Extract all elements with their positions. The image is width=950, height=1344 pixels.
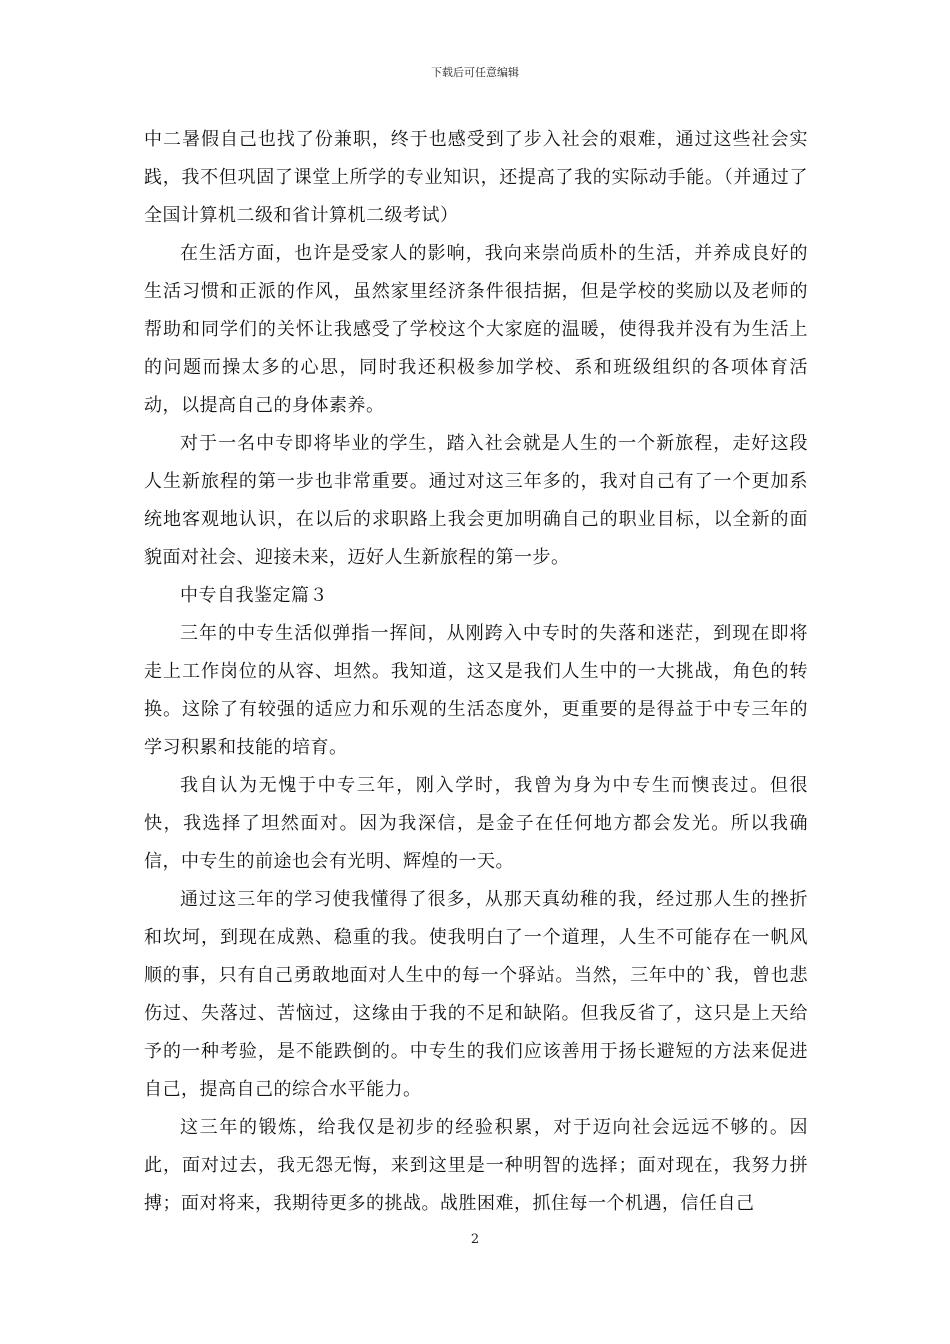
paragraph-life: 在生活方面，也许是受家人的影响，我向来崇尚质朴的生活，并养成良好的生活习惯和正派的作风，虽然家里经济条件很拮据，但是学校的奖励以及老师的帮助和同学们的关怀让我感受了学校这个大家庭的温暖，使得我并没有为生活上的问题而操太多的心思，同时我还积极参加学校、系和班级组织的各项体育活动，以提高自己的身体素养。 [144,243,808,416]
paragraph-future: 这三年的锻炼，给我仅是初步的经验积累，对于迈向社会远远不够的。因此，面对过去，我无怨无悔，来到这里是一种明智的选择；面对现在，我努力拼搏；面对将来，我期待更多的挑战。战胜困难，抓住每一个机遇，信任自己 [144,1117,808,1214]
paragraph-confidence: 我自认为无愧于中专三年，刚入学时，我曾为身为中专生而懊丧过。但很快，我选择了坦然面对。因为我深信，是金子在任何地方都会发光。所以我确信，中专生的前途也会有光明、辉煌的一天。 [144,775,808,872]
paragraph-graduation: 对于一名中专即将毕业的学生，踏入社会就是人生的一个新旅程，走好这段人生新旅程的第一步也非常重要。通过对这三年多的，我对自己有了一个更加系统地客观地认识，在以后的求职路上我会更加明确自己的职业目标，以全新的面貌面对社会、迎接未来，迈好人生新旅程的第一步。 [144,433,808,568]
section-heading: 中专自我鉴定篇３ [180,585,328,606]
page-header: 下载后可任意编辑 [431,66,519,79]
paragraph-continued: 中二暑假自己也找了份兼职，终于也感受到了步入社会的艰难，通过这些社会实践，我不但巩固了课堂上所学的专业知识，还提高了我的实际动手能。（并通过了全国计算机二级和省计算机二级考试） [144,129,808,226]
document-body [144,121,808,1223]
page-number: 2 [470,1232,480,1247]
paragraph-three-years: 三年的中专生活似弹指一挥间，从刚跨入中专时的失落和迷茫，到现在即将走上工作岗位的从容、坦然。我知道，这又是我们人生中的一大挑战，角色的转换。这除了有较强的适应力和乐观的生活态度外，更重要的是得益于中专三年的学习积累和技能的培育。 [144,623,808,758]
paragraph-learning: 通过这三年的学习使我懂得了很多，从那天真幼稚的我，经过那人生的挫折和坎坷，到现在成熟、稳重的我。使我明白了一个道理，人生不可能存在一帆风顺的事，只有自己勇敢地面对人生中的每一个驿站。当然，三年中的`我，曾也悲伤过、失落过、苦恼过，这缘由于我的不足和缺陷。但我反省了，这只是上天给予的一种考验，是不能跌倒的。中专生的我们应该善用于扬长避短的方法来促进自己，提高自己的综合水平能力。 [144,889,808,1100]
